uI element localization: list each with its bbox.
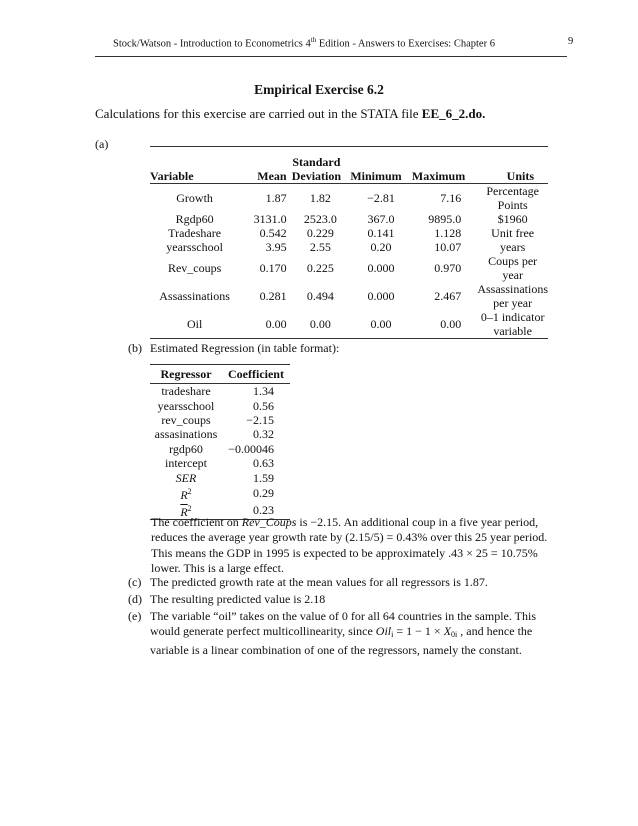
- cell-coefficient: −2.15: [246, 412, 274, 427]
- cell-mean: 0.170: [259, 261, 287, 275]
- part-e-text-1: The variable “oil” takes on the value of 0 for all 64 countries in the sample. This would generate perfect multicollinearity, since: [150, 609, 536, 639]
- part-b-label: (b): [128, 341, 142, 355]
- col-coefficient: Coefficient: [222, 365, 290, 384]
- regression-row: [150, 413, 290, 427]
- col-min: Minimum: [346, 147, 406, 184]
- part-b-paragraph: [151, 515, 551, 576]
- cell-variable: yearsschool: [166, 240, 223, 254]
- cell-sd: 0.00: [287, 310, 347, 339]
- cell-units: Coups per year: [488, 254, 538, 282]
- regression-row: [150, 470, 290, 484]
- cell-mean: 3.95: [265, 240, 287, 254]
- cell-regressor: [150, 427, 222, 441]
- cell-max: 0.00: [406, 310, 471, 339]
- cell-variable: Assassinations: [159, 289, 230, 303]
- paragraph-var: Rev_Coups: [241, 515, 297, 529]
- cell-units: 0–1 indicator variable: [471, 310, 548, 339]
- equation-x-sub: 0i: [451, 630, 458, 640]
- part-c: [128, 575, 548, 590]
- equation-mid: = 1 − 1 ×: [393, 624, 444, 639]
- regression-row: [150, 398, 290, 412]
- cell-units: Unit free: [491, 226, 535, 240]
- cell-coefficient: 0.63: [253, 456, 274, 471]
- part-c-label: (c): [128, 575, 142, 589]
- equation-oil-sub: i: [391, 630, 394, 640]
- col-max: Maximum: [406, 147, 471, 184]
- regression-header: [150, 365, 290, 384]
- cell-min: 0.00: [346, 310, 406, 339]
- intro-text: Calculations for this exercise are carried out in the STATA file: [95, 106, 422, 121]
- regressor-name: intercept: [165, 456, 207, 471]
- cell-regressor: [150, 470, 222, 484]
- regressor-name: rgdp60: [169, 441, 203, 456]
- cell-units: Percentage Points: [486, 184, 539, 212]
- cell-variable: Rgdp60: [175, 212, 214, 226]
- cell-units: Assassinations per year: [477, 282, 548, 310]
- part-b-caption: Estimated Regression (in table format):: [150, 341, 340, 355]
- regressor-name: tradeshare: [161, 384, 211, 399]
- regression-row: [150, 456, 290, 470]
- cell-variable: Tradeshare: [168, 226, 222, 240]
- part-d: [128, 592, 548, 607]
- cell-max: 9895.0: [428, 212, 462, 226]
- summary-row: [150, 226, 548, 240]
- summary-row: [150, 212, 548, 226]
- col-sd: Standard Deviation: [287, 147, 347, 184]
- part-e-label: (e): [128, 609, 142, 623]
- cell-regressor: [150, 384, 222, 399]
- running-header-text: Stock/Watson - Introduction to Econometrics 4: [113, 38, 311, 50]
- cell-regressor: [150, 398, 222, 412]
- part-c-text: The predicted growth rate at the mean values for all regressors is 1.87.: [150, 575, 488, 589]
- cell-units: $1960: [497, 212, 528, 226]
- summary-row: [150, 282, 548, 310]
- page-number: 9: [568, 36, 574, 47]
- cell-mean: 0.00: [239, 310, 286, 339]
- cell-max: 2.467: [434, 289, 462, 303]
- r2-superscript: 2: [187, 486, 192, 496]
- cell-coefficient: 1.34: [253, 384, 274, 399]
- cell-variable: Oil: [150, 310, 239, 339]
- cell-coefficient: 1.59: [253, 470, 274, 485]
- summary-row: [150, 310, 548, 339]
- cell-mean: 3131.0: [253, 212, 287, 226]
- part-a-label: (a): [95, 137, 109, 151]
- cell-min: −2.81: [367, 191, 395, 205]
- cell-sd: 0.229: [306, 226, 334, 240]
- cell-max: 7.16: [440, 191, 462, 205]
- paragraph-text-2: is −2.15. An additional coup in a five year period, reduces the average year growth rate by (2.15/5) = 0.43% over this 25 year period. This means the GDP in 1995 is expected to be approximately .43 × 25 = 10.75% lower. This is a large effect.: [151, 515, 548, 575]
- regressor-name: yearsschool: [157, 398, 215, 413]
- cell-mean: 1.87: [265, 191, 287, 205]
- running-header-sup: th: [310, 36, 317, 44]
- cell-sd: 1.82: [309, 191, 331, 205]
- regressor-name: R: [180, 487, 188, 502]
- equation-x: X: [443, 624, 452, 639]
- part-e: [128, 609, 548, 658]
- summary-row: [150, 254, 548, 282]
- col-regressor: Regressor: [150, 365, 222, 384]
- part-d-label: (d): [128, 592, 142, 606]
- part-d-text: The resulting predicted value is 2.18: [150, 592, 326, 606]
- cell-sd: 2523.0: [303, 212, 337, 226]
- cell-regressor: [150, 485, 222, 502]
- regressor-name: assasinations: [154, 427, 218, 442]
- intro-paragraph: [95, 106, 485, 122]
- cell-min: 367.0: [367, 212, 395, 226]
- regression-row: [150, 427, 290, 441]
- part-e-body: [150, 609, 546, 658]
- cell-units: years: [499, 240, 526, 254]
- col-units: Units: [471, 147, 548, 184]
- cell-sd: 0.494: [306, 289, 334, 303]
- cell-max: 1.128: [434, 226, 462, 240]
- cell-coefficient: −0.00046: [228, 441, 274, 456]
- cell-variable: Rev_coups: [167, 261, 222, 275]
- cell-min: 0.000: [367, 289, 395, 303]
- regressor-name: rev_coups: [161, 412, 211, 427]
- regression-row: [150, 485, 290, 502]
- paragraph-text-1: The coefficient on: [151, 515, 242, 529]
- cell-regressor: [150, 442, 222, 456]
- adj-r2-superscript: 2: [187, 503, 192, 513]
- equation-oil: Oil: [375, 624, 392, 639]
- cell-min: 0.141: [367, 226, 395, 240]
- summary-row: [150, 240, 548, 254]
- stata-file-name: EE_6_2.do.: [421, 106, 486, 121]
- cell-mean: 0.281: [259, 289, 287, 303]
- cell-regressor: [150, 413, 222, 427]
- cell-min: 0.20: [370, 240, 392, 254]
- header-rule: [95, 56, 567, 57]
- cell-min: 0.000: [367, 261, 395, 275]
- regression-row: [150, 442, 290, 456]
- running-header-text-2: Edition - Answers to Exercises: Chapter 6: [316, 38, 495, 50]
- regression-row: [150, 384, 290, 399]
- running-header: [113, 36, 495, 50]
- cell-sd: 2.55: [309, 240, 331, 254]
- cell-regressor: [150, 456, 222, 470]
- col-variable: Variable: [150, 147, 239, 184]
- summary-row: [150, 184, 548, 213]
- cell-mean: 0.542: [259, 226, 287, 240]
- col-mean: Mean: [239, 147, 286, 184]
- cell-sd: 0.225: [306, 261, 334, 275]
- regressor-name: SER: [175, 470, 197, 485]
- summary-stats-header: [150, 147, 548, 184]
- regressor-name: $\overline{R}$: [180, 504, 188, 519]
- summary-stats-table: [150, 146, 548, 339]
- regression-table: [150, 364, 290, 520]
- cell-coefficient: 0.23: [222, 502, 290, 520]
- part-e-text-2: , and hence the variable is a linear combination of one of the regressors, namely the constant.: [150, 624, 533, 657]
- cell-max: 0.970: [434, 261, 462, 275]
- cell-variable: Growth: [176, 191, 213, 205]
- cell-coefficient: 0.32: [253, 427, 274, 442]
- cell-max: 10.07: [434, 240, 462, 254]
- exercise-title: Empirical Exercise 6.2: [254, 82, 384, 97]
- cell-coefficient: 0.56: [253, 398, 274, 413]
- cell-coefficient: 0.29: [253, 486, 274, 501]
